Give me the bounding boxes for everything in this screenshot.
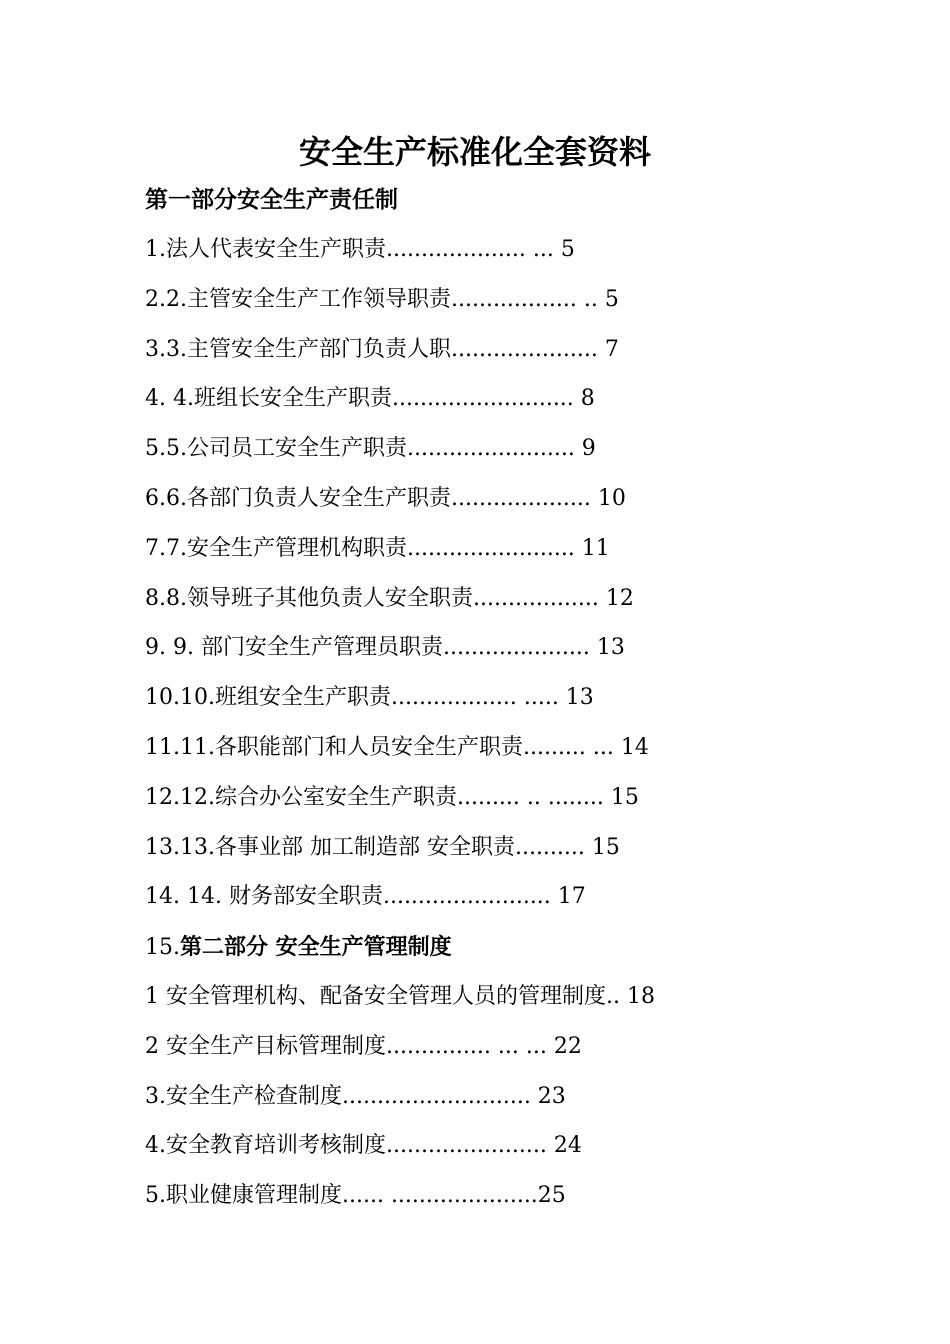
toc-item-part2-heading: 15.第二部分 安全生产管理制度	[145, 934, 452, 961]
toc-item: 1 安全管理机构、配备安全管理人员的管理制度.. 18	[145, 983, 655, 1009]
document-title: 安全生产标准化全套资料	[298, 133, 651, 171]
toc-item: 2 安全生产目标管理制度............... ... ... 22	[145, 1033, 582, 1059]
toc-item: 1.法人代表安全生产职责.................... ... 5	[145, 237, 575, 262]
toc-item: 2.2.主管安全生产工作领导职责.................. .. 5	[145, 286, 619, 312]
toc-item: 11.11.各职能部门和人员安全生产职责......... ... 14	[145, 734, 649, 760]
toc-item: 14. 14. 财务部安全职责........................ 17	[145, 884, 586, 910]
toc-item: 3.安全生产检查制度........................... 23	[145, 1083, 566, 1109]
toc-item: 8.8.领导班子其他负责人安全职责.................. 12	[145, 585, 634, 611]
toc-item: 4. 4.班组长安全生产职责.......................... 8	[145, 386, 595, 412]
table-of-contents	[145, 230, 865, 1226]
toc-item: 5.5.公司员工安全生产职责........................ 9	[145, 436, 596, 462]
toc-item: 6.6.各部门负责人安全生产职责.................... 10	[145, 485, 626, 511]
toc-item: 7.7.安全生产管理机构职责........................ 11	[145, 535, 610, 561]
toc-item: 10.10.班组安全生产职责.................. ..... 13	[145, 685, 594, 711]
toc-item: 12.12.综合办公室安全生产职责......... .. ........ 15	[145, 784, 639, 810]
part1-heading: 第一部分安全生产责任制	[145, 186, 398, 213]
toc-item: 9. 9. 部门安全生产管理员职责..................... 13	[145, 635, 625, 661]
toc-item: 13.13.各事业部 加工制造部 安全职责.......... 15	[145, 834, 620, 860]
toc-item: 5.职业健康管理制度...... .....................25	[145, 1183, 566, 1209]
toc-item: 4.安全教育培训考核制度....................... 24	[145, 1133, 582, 1159]
toc-item: 3.3.主管安全生产部门负责人职..................... 7	[145, 336, 619, 362]
